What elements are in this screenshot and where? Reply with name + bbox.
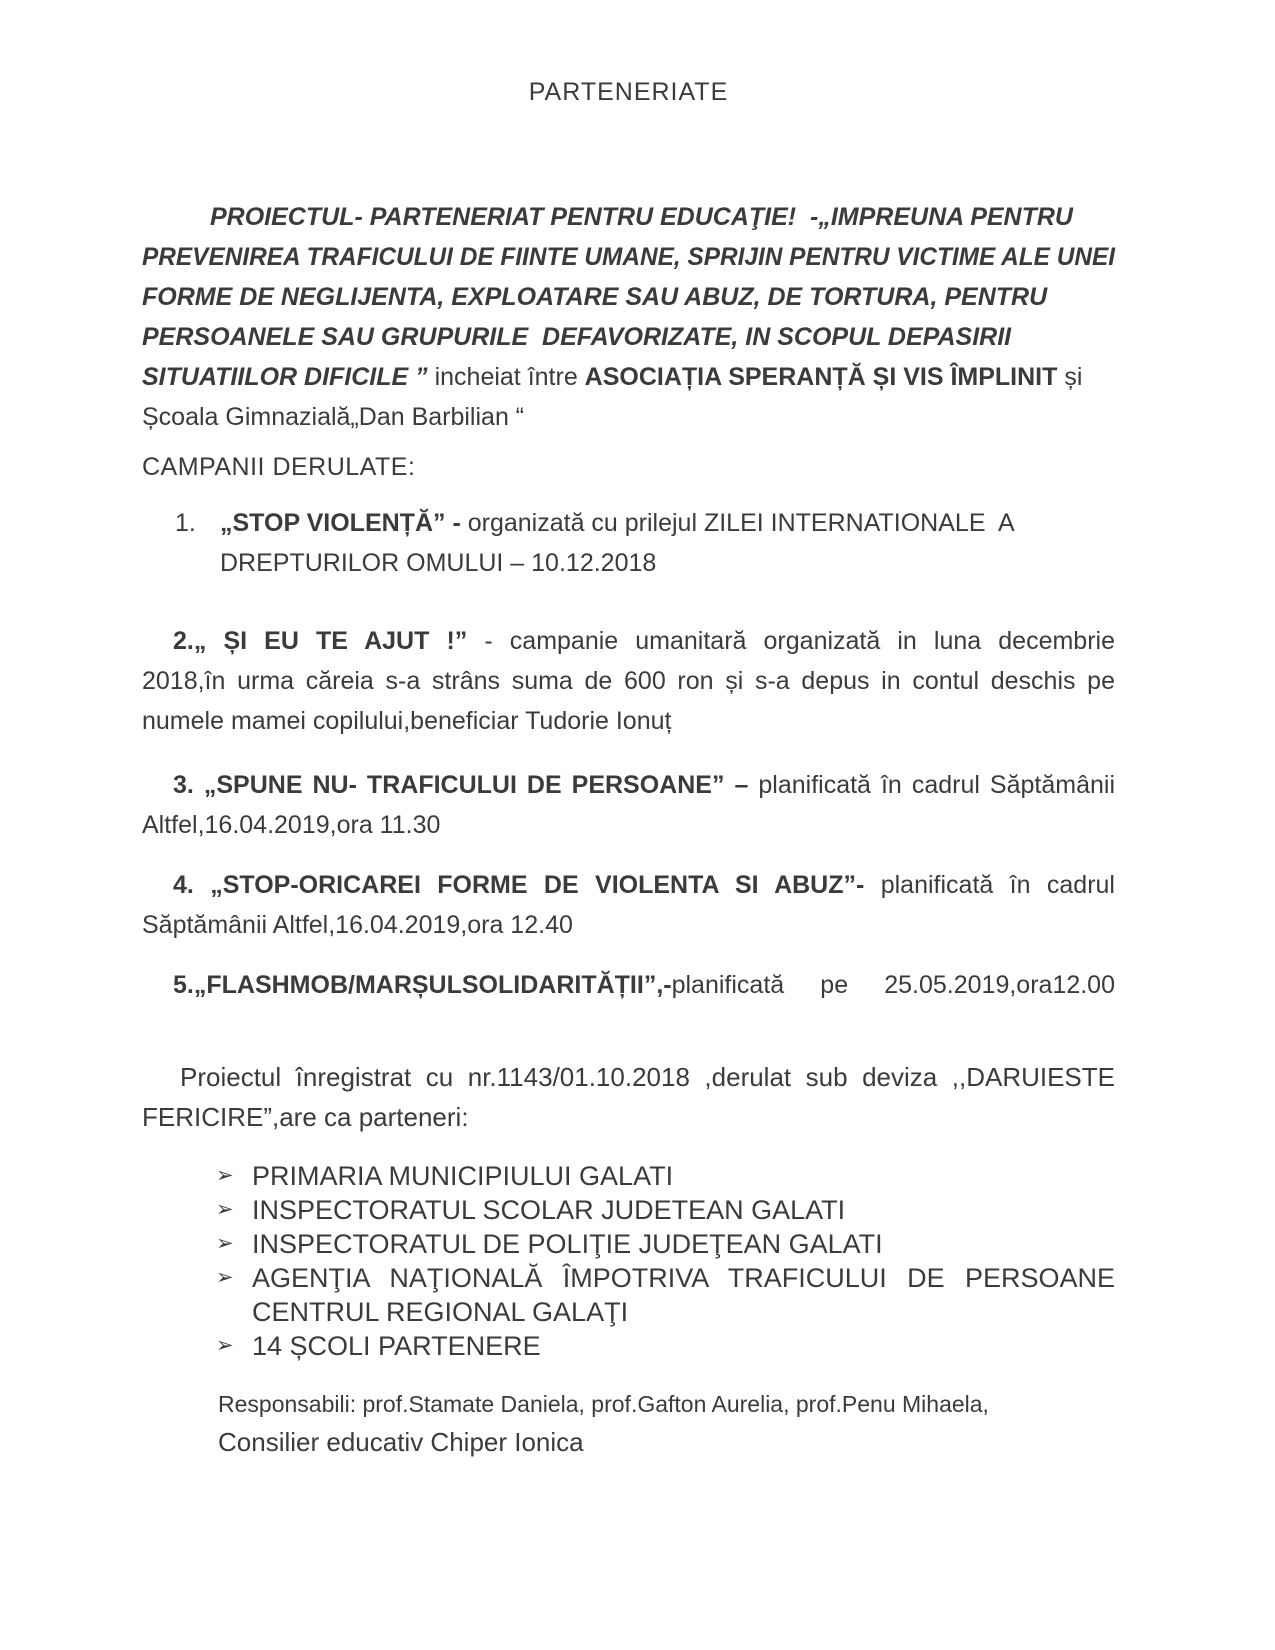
text-line-content [142, 701, 671, 741]
partner-item-text [252, 1329, 1115, 1363]
text-line [142, 765, 1115, 805]
text-segment: DREPTURILOR OMULUI – 10.12.2018 [220, 549, 657, 577]
text-segment: AGENŢIA NAŢIONALĂ ÎMPOTRIVA TRAFICULUI DE PERSOANE [252, 1263, 1115, 1293]
text-segment: PERSOANELE SAU GRUPURILE DEFAVORIZATE, IN SCOPUL DEPASIRII [142, 323, 1012, 351]
partner-item-text [252, 1227, 1115, 1261]
arrow-bullet-icon: ➢ [216, 1334, 234, 1357]
text-line [142, 805, 1115, 845]
partner-item [142, 1159, 1115, 1193]
text-line-content [142, 1097, 469, 1137]
text-line-content [142, 805, 440, 845]
text-segment: 2018,în urma căreia s-a strâns suma de 600 ron și s-a depus in contul deschis pe [142, 667, 1115, 695]
text-line [142, 397, 1115, 437]
text-segment: 14 ȘCOLI PARTENERE [252, 1331, 541, 1361]
text-segment: FERICIRE”,are ca parteneri: [142, 1102, 469, 1132]
text-line-content [173, 865, 1115, 905]
text-segment: 3. „SPUNE NU- TRAFICULUI DE PERSOANE” – [173, 771, 759, 799]
text-line-content [252, 1261, 1115, 1295]
partner-item-text [252, 1159, 1115, 1193]
text-segment: SITUATIILOR DIFICILE ” [142, 363, 435, 391]
text-line [142, 965, 1115, 1005]
text-line [220, 543, 1115, 583]
text-segment: incheiat între [434, 363, 585, 391]
text-line [252, 1193, 1115, 1227]
text-segment: CENTRUL REGIONAL GALAŢI [252, 1297, 629, 1327]
responsables-line [218, 1385, 1115, 1423]
text-line-content [142, 397, 524, 437]
text-line-content [252, 1193, 845, 1227]
text-line [142, 701, 1115, 741]
partner-item-text [252, 1261, 1115, 1329]
text-line [252, 1261, 1115, 1295]
text-line-content [173, 765, 1115, 805]
text-line-content [218, 1423, 584, 1461]
text-line [252, 1227, 1115, 1261]
text-line-content [173, 965, 1115, 1005]
text-line [252, 1295, 1115, 1329]
text-line-content [173, 621, 1115, 661]
text-line-content [142, 317, 1011, 357]
text-segment: INSPECTORATUL SCOLAR JUDETEAN GALATI [252, 1195, 846, 1225]
text-line [142, 357, 1115, 397]
text-segment: „STOP VIOLENȚĂ” - [220, 509, 468, 537]
text-segment: 5.„FLASHMOB/MARȘULSOLIDARITĂȚII”,- [173, 971, 672, 999]
text-line-content [220, 503, 1015, 543]
text-segment: PROIECTUL- PARTENERIAT PENTRU EDUCAŢIE! -„IMPREUNA PENTRU [210, 203, 1073, 231]
text-line [218, 1423, 1115, 1461]
text-line-content [218, 1385, 989, 1423]
text-line [142, 197, 1115, 237]
campaign-item-2 [142, 621, 1115, 741]
text-line-content [210, 197, 1073, 237]
counselor-line [218, 1423, 1115, 1461]
text-line-content [220, 543, 656, 583]
text-line [218, 1385, 1115, 1423]
campaign-item-1-text [220, 503, 1115, 583]
text-line [142, 277, 1115, 317]
text-line [252, 1159, 1115, 1193]
text-line [142, 621, 1115, 661]
text-segment: Școala Gimnazială„Dan Barbilian “ [142, 403, 525, 431]
text-line-content [252, 1159, 673, 1193]
text-line [142, 237, 1115, 277]
arrow-bullet-icon: ➢ [216, 1198, 234, 1221]
text-segment: organizată cu prilejul ZILEI INTERNATIONALE A [467, 509, 1015, 537]
text-segment: PREVENIREA TRAFICULUI DE FIINTE UMANE, SPRIJIN PENTRU VICTIME ALE UNEI [142, 243, 1115, 271]
text-line-content [142, 357, 1082, 397]
arrow-bullet-icon: ➢ [216, 1232, 234, 1255]
text-line-content [252, 1329, 541, 1363]
text-segment: numele mamei copilului,beneficiar Tudorie Ionuț [142, 707, 672, 735]
text-line-content [180, 1057, 1115, 1097]
partner-item [142, 1329, 1115, 1363]
text-line [220, 503, 1115, 543]
text-segment: PRIMARIA MUNICIPIULUI GALATI [252, 1161, 674, 1191]
text-segment: Responsabili: prof.Stamate Daniela, prof.Gafton Aurelia, prof.Penu Mihaela, [218, 1391, 989, 1417]
arrow-bullet-icon: ➢ [216, 1164, 234, 1187]
text-segment: planificată pe 25.05.2019,ora12.00 [671, 971, 1115, 999]
arrow-bullet-icon: ➢ [216, 1266, 234, 1289]
text-line-content [142, 237, 1115, 277]
text-segment: 2.„ ȘI EU TE AJUT !” [173, 627, 468, 655]
text-segment: ASOCIAȚIA SPERANȚĂ ȘI VIS ÎMPLINIT [584, 363, 1058, 391]
text-segment: Altfel,16.04.2019,ora 11.30 [142, 811, 441, 839]
intro-paragraph [142, 197, 1115, 437]
partner-item [142, 1227, 1115, 1261]
text-line [142, 1097, 1115, 1137]
campaign-item-5 [142, 965, 1115, 1005]
text-line [142, 865, 1115, 905]
text-segment: și [1057, 363, 1083, 391]
text-line-content [252, 1227, 883, 1261]
partner-item-text [252, 1193, 1115, 1227]
text-line [252, 1329, 1115, 1363]
text-segment: planificată în cadrul [864, 871, 1115, 899]
text-line-content [142, 905, 573, 945]
text-segment: Săptămânii Altfel,16.04.2019,ora 12.40 [142, 911, 573, 939]
text-line-content [252, 1295, 628, 1329]
text-line-content [142, 661, 1115, 701]
text-segment: - campanie umanitară organizată in luna decembrie [467, 627, 1115, 655]
campaign-item-4 [142, 865, 1115, 945]
text-segment: FORME DE NEGLIJENTA, EXPLOATARE SAU ABUZ, DE TORTURA, PENTRU [142, 283, 1048, 311]
text-segment: INSPECTORATUL DE POLIŢIE JUDEŢEAN GALATI [252, 1229, 883, 1259]
partner-item [142, 1261, 1115, 1329]
text-segment: Proiectul înregistrat cu nr.1143/01.10.2018 ,derulat sub deviza ,,DARUIESTE [180, 1062, 1115, 1092]
text-line-content [142, 277, 1047, 317]
campaign-item-3 [142, 765, 1115, 845]
campaign-item-1 [142, 503, 1115, 583]
text-line [142, 661, 1115, 701]
text-line [142, 1057, 1115, 1097]
text-segment: Consilier educativ Chiper Ionica [218, 1427, 584, 1457]
partners-list [142, 1159, 1115, 1363]
list-number: 1. [175, 509, 196, 537]
partner-item [142, 1193, 1115, 1227]
text-segment: 4. „STOP-ORICAREI FORME DE VIOLENTA SI ABUZ”- [173, 871, 865, 899]
text-line [142, 905, 1115, 945]
campaigns-heading: CAMPANII DERULATE: [142, 453, 416, 481]
project-registration-paragraph [142, 1057, 1115, 1137]
page-title: PARTENERIATE [528, 78, 729, 106]
text-segment: planificată în cadrul Săptămânii [758, 771, 1115, 799]
text-line [142, 317, 1115, 357]
